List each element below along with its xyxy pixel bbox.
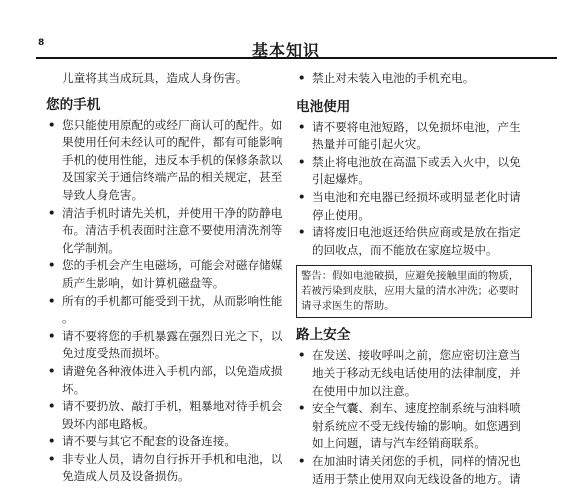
phone-list — [46, 117, 284, 486]
list-item: • 请将废旧电池返还给供应商或是放在指定的回收点，而不能放在家庭垃圾中。 — [296, 224, 532, 259]
section-heading-your-phone: 您的手机 — [46, 96, 101, 113]
list-item: • 请避免各种液体进入手机内部，以免造成损坏。 — [46, 363, 284, 398]
section-heading-battery: 电池使用 — [296, 98, 351, 115]
battery-list — [296, 119, 532, 260]
list-item: • 当电池和充电器已经损坏或明显老化时请停止使用。 — [296, 189, 532, 224]
list-item: • 禁止对未装入电池的手机充电。 — [296, 70, 532, 88]
page-number: 8 — [38, 38, 45, 48]
list-item: • 请不要与其它不配套的设备连接。 — [46, 433, 284, 451]
charging-list — [296, 70, 532, 88]
header-rule — [36, 57, 557, 59]
list-item: • 禁止将电池放在高温下或丢入火中，以免引起爆炸。 — [296, 154, 532, 189]
list-item: • 所有的手机都可能受到干扰，从而影响性能 。 — [46, 293, 284, 328]
list-item: • 您的手机会产生电磁场，可能会对磁存储媒质产生影响，如计算机磁盘等。 — [46, 257, 284, 292]
road-list — [296, 347, 532, 488]
list-item: • 您只能使用原配的或经厂商认可的配件。如果使用任何未经认可的配件，都有可能影响手机的使用性能，违反本手机的保修条款以及国家关于通信终端产品的相关规定，甚至导致人身危害。 — [46, 117, 284, 205]
section-heading-road-safety: 路上安全 — [296, 327, 351, 344]
intro-text: 儿童将其当成玩具，造成人身伤害。 — [62, 71, 248, 85]
list-item: • 请不要将电池短路，以免损坏电池，产生热量并可能引起火灾。 — [296, 119, 532, 154]
list-item: • 非专业人员，请勿自行拆开手机和电池，以免造成人员及设备损伤。 — [46, 451, 284, 486]
list-item: • 请不要将您的手机暴露在强烈日光之下，以免过度受热而损坏。 — [46, 328, 284, 363]
page-title: 基本知识 — [252, 41, 321, 60]
list-item: • 在加油时请关闭您的手机，同样的情况也适用于禁止使用双向无线设备的地方。请 — [296, 453, 532, 488]
right-column — [296, 70, 532, 488]
list-item: • 安全气囊、刹车、速度控制系统与油料喷射系统应不受无线传输的影响。如您遇到如上问题，请与汽车经销商联系。 — [296, 400, 532, 453]
list-item: • 在发送、接收呼叫之前，您应密切注意当地关于移动无线电话使用的法律制度，并在使用中加以注意。 — [296, 347, 532, 400]
list-item: • 请不要扔放、敲打手机，粗暴地对待手机会毁坏内部电路板。 — [46, 398, 284, 433]
warning-box: 警告：假如电池破损，应避免接触里面的物质，若被污染到皮肤，应用大量的清水冲洗；必要时请寻求医生的帮助。 — [296, 265, 532, 318]
list-item: • 清洁手机时请先关机，并使用干净的防静电布。清洁手机表面时注意不要使用清洗剂等化学制剂。 — [46, 205, 284, 258]
left-column — [46, 70, 284, 486]
